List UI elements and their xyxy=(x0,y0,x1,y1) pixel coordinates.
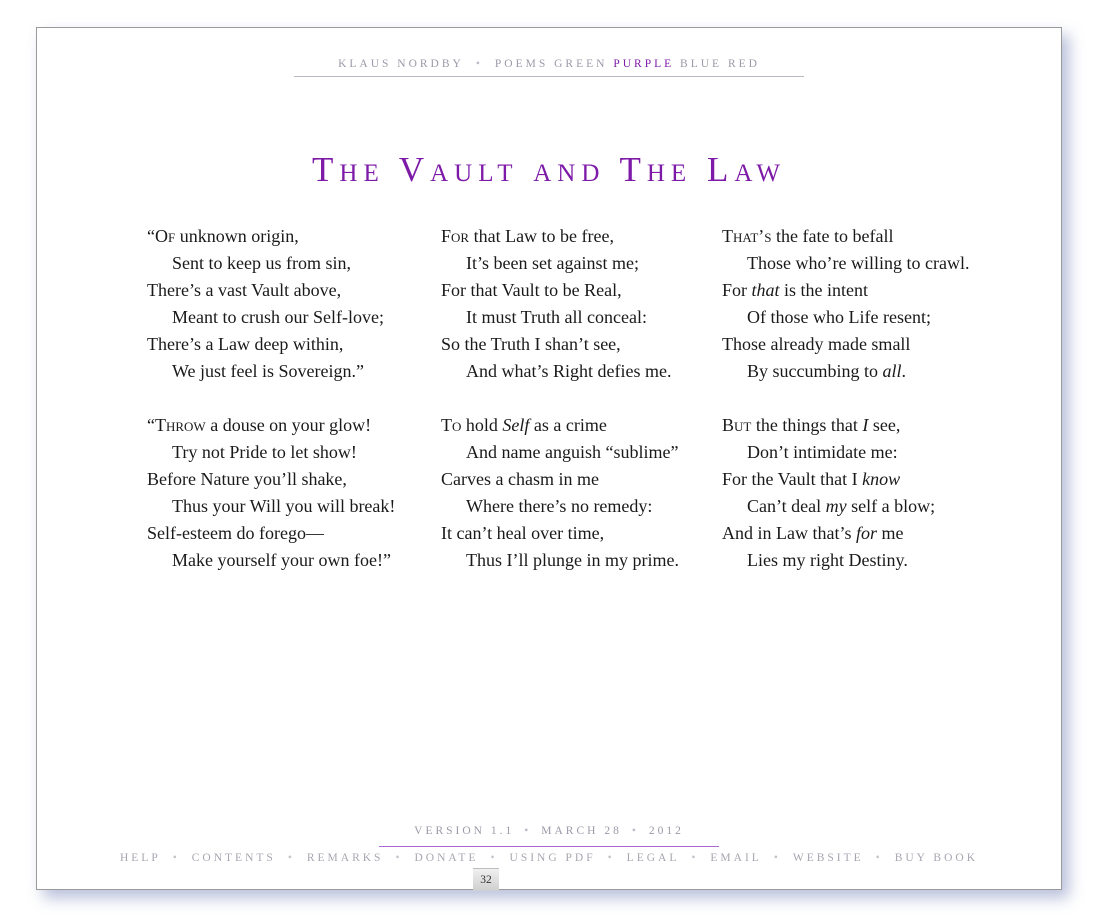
line-text: And in Law that’s xyxy=(722,523,856,543)
line-text: the things that xyxy=(751,415,863,435)
nav-buy-book-link[interactable]: BUY BOOK xyxy=(894,852,979,864)
poem-line xyxy=(722,520,969,547)
line-text: is the intent xyxy=(779,280,869,300)
poem-line xyxy=(441,466,679,493)
version-date: MARCH 28 xyxy=(541,825,622,837)
line-text: hold xyxy=(461,415,503,435)
emphasis: know xyxy=(862,469,901,489)
poem-line xyxy=(441,520,679,547)
line-text: And name anguish “sublime” xyxy=(466,442,679,462)
line-text: Those who’re willing to crawl. xyxy=(747,253,970,273)
emphasis: for xyxy=(855,523,877,543)
poem-line xyxy=(147,250,395,277)
stanza xyxy=(722,412,969,574)
poem-line xyxy=(441,439,679,466)
version-year: 2012 xyxy=(648,825,684,837)
stanza xyxy=(722,223,969,385)
line-text: Can’t deal xyxy=(747,496,826,516)
poem-line xyxy=(441,547,679,574)
poem-line xyxy=(722,250,969,277)
emphasis: I xyxy=(862,415,869,435)
poem-column-3 xyxy=(722,223,969,601)
poem-line xyxy=(722,277,969,304)
nav-website-link[interactable]: WEBSITE xyxy=(792,852,864,864)
poem-line xyxy=(722,466,969,493)
poem-line xyxy=(722,493,969,520)
footer-nav xyxy=(37,852,1061,864)
poem-line xyxy=(441,304,679,331)
separator-dot: • xyxy=(395,852,403,864)
line-text: It can’t heal over time, xyxy=(441,523,605,543)
emphasis: all xyxy=(882,361,902,381)
line-text: as a crime xyxy=(529,415,607,435)
line-text: There’s a vast Vault above, xyxy=(147,280,342,300)
line-text: Make yourself your own foe!” xyxy=(172,550,391,570)
poem-column-2 xyxy=(441,223,679,601)
poem-title: The Vault and The Law xyxy=(312,150,786,189)
poem-line xyxy=(722,331,969,358)
poem-line xyxy=(147,304,395,331)
poem-line xyxy=(147,439,395,466)
line-text: There’s a Law deep within, xyxy=(147,334,344,354)
stanza-lead-word: That’s xyxy=(722,226,772,246)
poem-line xyxy=(147,547,395,574)
nav-legal-link[interactable]: LEGAL xyxy=(626,852,680,864)
emphasis: that xyxy=(751,280,780,300)
nav-help-link[interactable]: HELP xyxy=(119,852,161,864)
line-text: self a blow; xyxy=(846,496,936,516)
stanza xyxy=(147,412,395,574)
separator-dot: • xyxy=(524,825,532,837)
line-text: It must Truth all conceal: xyxy=(466,307,647,327)
line-text: By succumbing to xyxy=(747,361,883,381)
line-text: . xyxy=(901,361,907,381)
poem-line xyxy=(441,331,679,358)
nav-using-pdf-link[interactable]: USING PDF xyxy=(509,852,596,864)
poem-line xyxy=(722,412,969,439)
version-line xyxy=(37,825,1061,837)
poem-line xyxy=(441,493,679,520)
line-text: Those already made small xyxy=(722,334,911,354)
line-text: For that Vault to be Real, xyxy=(441,280,622,300)
nav-donate-link[interactable]: DONATE xyxy=(414,852,479,864)
line-text: Don’t intimidate me: xyxy=(747,442,898,462)
stanza xyxy=(147,223,395,385)
poem-line xyxy=(441,223,679,250)
line-text: It’s been set against me; xyxy=(466,253,639,273)
line-text: Before Nature you’ll shake, xyxy=(147,469,347,489)
line-text: For the Vault that I xyxy=(722,469,863,489)
poem-line xyxy=(147,493,395,520)
line-text: Meant to crush our Self-love; xyxy=(172,307,384,327)
stanza-lead-word: For xyxy=(441,226,470,246)
separator-dot: • xyxy=(607,852,615,864)
version-label: VERSION 1.1 xyxy=(414,825,515,837)
separator-dot: • xyxy=(773,852,781,864)
line-text: Thus I’ll plunge in my prime. xyxy=(466,550,679,570)
nav-email-link[interactable]: EMAIL xyxy=(710,852,762,864)
nav-remarks-link[interactable]: REMARKS xyxy=(306,852,384,864)
line-text: Where there’s no remedy: xyxy=(466,496,653,516)
line-text: And what’s Right defies me. xyxy=(466,361,672,381)
book-title-green: GREEN xyxy=(554,58,608,70)
line-text: So the Truth I shan’t see, xyxy=(441,334,621,354)
poem-line xyxy=(147,223,395,250)
poem-line xyxy=(722,547,969,574)
poem-line xyxy=(722,223,969,250)
line-text: Sent to keep us from sin, xyxy=(172,253,351,273)
line-text: Lies my right Destiny. xyxy=(747,550,908,570)
separator-dot: • xyxy=(875,852,883,864)
line-text: Thus your Will you will break! xyxy=(172,496,396,516)
poem-line xyxy=(147,466,395,493)
poem-line xyxy=(441,277,679,304)
line-text: Self-esteem do forego— xyxy=(147,523,324,543)
poem-line xyxy=(147,358,395,385)
separator-dot: • xyxy=(172,852,180,864)
running-head xyxy=(37,58,1061,70)
separator-dot: • xyxy=(691,852,699,864)
poem-line xyxy=(722,358,969,385)
separator-dot: • xyxy=(490,852,498,864)
poem-column-1 xyxy=(147,223,395,601)
emphasis: my xyxy=(825,496,847,516)
line-text: Of those who Life resent; xyxy=(747,307,931,327)
stanza-lead-word: “Of xyxy=(147,226,176,246)
version-rule xyxy=(379,846,719,847)
page-number: 32 xyxy=(473,868,499,891)
poem-line xyxy=(147,277,395,304)
poem-line xyxy=(441,412,679,439)
line-text: For xyxy=(722,280,752,300)
line-text: me xyxy=(877,523,904,543)
line-text: Try not Pride to let show! xyxy=(172,442,357,462)
poem-line xyxy=(722,439,969,466)
poem-line xyxy=(441,250,679,277)
poem-line xyxy=(147,520,395,547)
line-text: We just feel is Sovereign.” xyxy=(172,361,364,381)
poem-line xyxy=(147,412,395,439)
separator-dot: • xyxy=(631,825,639,837)
book-title-red: RED xyxy=(727,58,760,70)
header-rule xyxy=(294,76,804,77)
separator-dot: • xyxy=(475,58,483,70)
poem-line xyxy=(147,331,395,358)
book-title-purple-current: PURPLE xyxy=(613,58,675,70)
emphasis: Self xyxy=(502,415,530,435)
separator-dot: • xyxy=(287,852,295,864)
book-page xyxy=(36,27,1062,890)
line-text: unknown origin, xyxy=(175,226,299,246)
line-text: a douse on your glow! xyxy=(205,415,372,435)
poem-line xyxy=(441,358,679,385)
book-title-poems: POEMS xyxy=(494,58,549,70)
stanza xyxy=(441,223,679,385)
stanza xyxy=(441,412,679,574)
nav-contents-link[interactable]: CONTENTS xyxy=(191,852,276,864)
line-text: that Law to be free, xyxy=(469,226,615,246)
line-text: see, xyxy=(868,415,901,435)
author-name: KLAUS NORDBY xyxy=(338,58,464,70)
book-title-blue: BLUE xyxy=(680,58,723,70)
poem-line xyxy=(722,304,969,331)
line-text: the fate to befall xyxy=(771,226,894,246)
stanza-lead-word: “Throw xyxy=(147,415,206,435)
line-text: Carves a chasm in me xyxy=(441,469,599,489)
stanza-lead-word: To xyxy=(441,415,462,435)
stanza-lead-word: But xyxy=(722,415,752,435)
